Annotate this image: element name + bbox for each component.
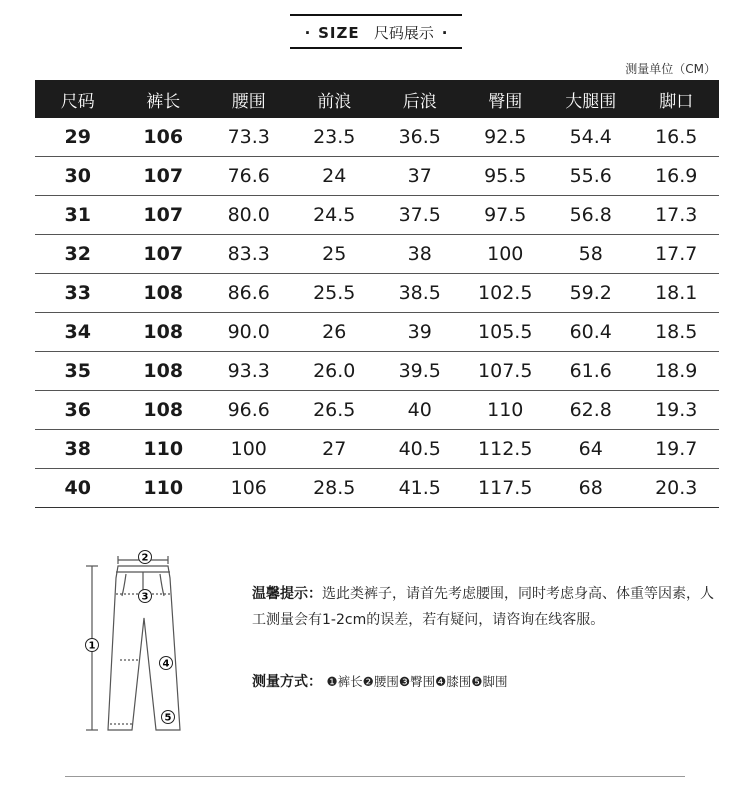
column-header: 臀围	[463, 80, 549, 118]
column-header: 裤长	[121, 80, 207, 118]
measurement-cell: 26.0	[292, 352, 378, 391]
measurement-cell: 86.6	[206, 274, 292, 313]
measurement-cell: 25.5	[292, 274, 378, 313]
pants-measurement-diagram	[70, 548, 210, 738]
measurement-cell: 117.5	[463, 469, 549, 508]
measurement-cell: 107	[121, 235, 207, 274]
table-body	[35, 118, 719, 508]
measurement-cell: 62.8	[548, 391, 634, 430]
measurement-cell: 25	[292, 235, 378, 274]
measurement-method	[252, 671, 507, 691]
measurement-cell: 96.6	[206, 391, 292, 430]
size-cell: 35	[35, 352, 121, 391]
size-cell: 29	[35, 118, 121, 157]
table-header-row	[35, 80, 719, 118]
measurement-unit: 测量单位（CM）	[625, 62, 716, 76]
size-chart-table	[35, 80, 719, 508]
title-size-word: SIZE	[318, 24, 360, 42]
size-cell: 34	[35, 313, 121, 352]
tips-label: 温馨提示：	[252, 586, 322, 602]
measurement-cell: 36.5	[377, 118, 463, 157]
table-row	[35, 118, 719, 157]
column-header: 后浪	[377, 80, 463, 118]
table-row	[35, 430, 719, 469]
measurement-cell: 108	[121, 313, 207, 352]
title-rule-top	[290, 14, 462, 16]
measurement-cell: 56.8	[548, 196, 634, 235]
column-header: 前浪	[292, 80, 378, 118]
measurement-cell: 107	[121, 157, 207, 196]
measurement-cell: 58	[548, 235, 634, 274]
measurement-cell: 54.4	[548, 118, 634, 157]
measurement-cell: 18.5	[634, 313, 720, 352]
bottom-divider	[65, 776, 685, 777]
size-cell: 32	[35, 235, 121, 274]
size-cell: 36	[35, 391, 121, 430]
measurement-cell: 37	[377, 157, 463, 196]
measurement-cell: 17.3	[634, 196, 720, 235]
tips-text: 选此类裤子，请首先考虑腰围，同时考虑身高、体重等因素，人工测量会有1-2cm的误差，若有疑问，请咨询在线客服。	[252, 586, 714, 628]
measurement-cell: 107	[121, 196, 207, 235]
measurement-cell: 110	[121, 430, 207, 469]
measurement-cell: 18.1	[634, 274, 720, 313]
measurement-cell: 106	[206, 469, 292, 508]
measurement-cell: 106	[121, 118, 207, 157]
diagram-marker-2: 2	[141, 552, 149, 564]
sizing-tips	[252, 581, 722, 633]
measure-label: 测量方式：	[252, 674, 322, 690]
measurement-cell: 24	[292, 157, 378, 196]
measurement-cell: 16.5	[634, 118, 720, 157]
measurement-cell: 105.5	[463, 313, 549, 352]
measurement-cell: 93.3	[206, 352, 292, 391]
measurement-cell: 97.5	[463, 196, 549, 235]
measurement-cell: 55.6	[548, 157, 634, 196]
title-rule-bottom	[290, 47, 462, 49]
measurement-cell: 24.5	[292, 196, 378, 235]
table-row	[35, 235, 719, 274]
measurement-cell: 18.9	[634, 352, 720, 391]
measurement-cell: 59.2	[548, 274, 634, 313]
diagram-marker-1: 1	[88, 640, 96, 652]
measurement-cell: 68	[548, 469, 634, 508]
size-cell: 30	[35, 157, 121, 196]
measurement-cell: 61.6	[548, 352, 634, 391]
measurement-cell: 80.0	[206, 196, 292, 235]
measurement-cell: 110	[463, 391, 549, 430]
title-dot-right: ·	[441, 24, 448, 42]
table-row	[35, 313, 719, 352]
measurement-cell: 107.5	[463, 352, 549, 391]
section-title	[290, 14, 462, 48]
table-row	[35, 469, 719, 508]
measurement-cell: 17.7	[634, 235, 720, 274]
column-header: 大腿围	[548, 80, 634, 118]
measurement-cell: 90.0	[206, 313, 292, 352]
column-header: 腰围	[206, 80, 292, 118]
diagram-marker-3: 3	[141, 591, 149, 603]
measurement-cell: 108	[121, 274, 207, 313]
measurement-cell: 23.5	[292, 118, 378, 157]
measurement-cell: 73.3	[206, 118, 292, 157]
measurement-cell: 38	[377, 235, 463, 274]
measurement-cell: 16.9	[634, 157, 720, 196]
measurement-cell: 27	[292, 430, 378, 469]
measure-items: ❶裤长❷腰围❸臀围❹膝围❺脚围	[326, 674, 508, 689]
table-row	[35, 157, 719, 196]
measurement-cell: 40	[377, 391, 463, 430]
measurement-cell: 83.3	[206, 235, 292, 274]
measurement-cell: 102.5	[463, 274, 549, 313]
measurement-cell: 19.7	[634, 430, 720, 469]
measurement-cell: 26	[292, 313, 378, 352]
measurement-cell: 37.5	[377, 196, 463, 235]
measurement-cell: 95.5	[463, 157, 549, 196]
measurement-cell: 110	[121, 469, 207, 508]
measurement-cell: 92.5	[463, 118, 549, 157]
table-row	[35, 352, 719, 391]
size-cell: 40	[35, 469, 121, 508]
measurement-cell: 39	[377, 313, 463, 352]
title-text	[290, 22, 462, 43]
table-row	[35, 196, 719, 235]
title-subtitle: 尺码展示	[373, 24, 434, 42]
title-dot-left: ·	[304, 24, 311, 42]
measurement-cell: 19.3	[634, 391, 720, 430]
measurement-cell: 38.5	[377, 274, 463, 313]
measurement-cell: 40.5	[377, 430, 463, 469]
column-header: 脚口	[634, 80, 720, 118]
size-cell: 38	[35, 430, 121, 469]
diagram-marker-5: 5	[164, 712, 172, 724]
measurement-cell: 39.5	[377, 352, 463, 391]
measurement-cell: 41.5	[377, 469, 463, 508]
measurement-cell: 60.4	[548, 313, 634, 352]
measurement-cell: 26.5	[292, 391, 378, 430]
table-row	[35, 274, 719, 313]
table-row	[35, 391, 719, 430]
column-header: 尺码	[35, 80, 121, 118]
size-cell: 33	[35, 274, 121, 313]
diagram-marker-4: 4	[162, 658, 170, 670]
measurement-cell: 28.5	[292, 469, 378, 508]
measurement-cell: 64	[548, 430, 634, 469]
measurement-cell: 20.3	[634, 469, 720, 508]
measurement-cell: 100	[463, 235, 549, 274]
measurement-cell: 108	[121, 352, 207, 391]
measurement-cell: 76.6	[206, 157, 292, 196]
measurement-cell: 112.5	[463, 430, 549, 469]
pants-outline-icon	[70, 548, 210, 738]
measurement-cell: 108	[121, 391, 207, 430]
measurement-cell: 100	[206, 430, 292, 469]
size-cell: 31	[35, 196, 121, 235]
